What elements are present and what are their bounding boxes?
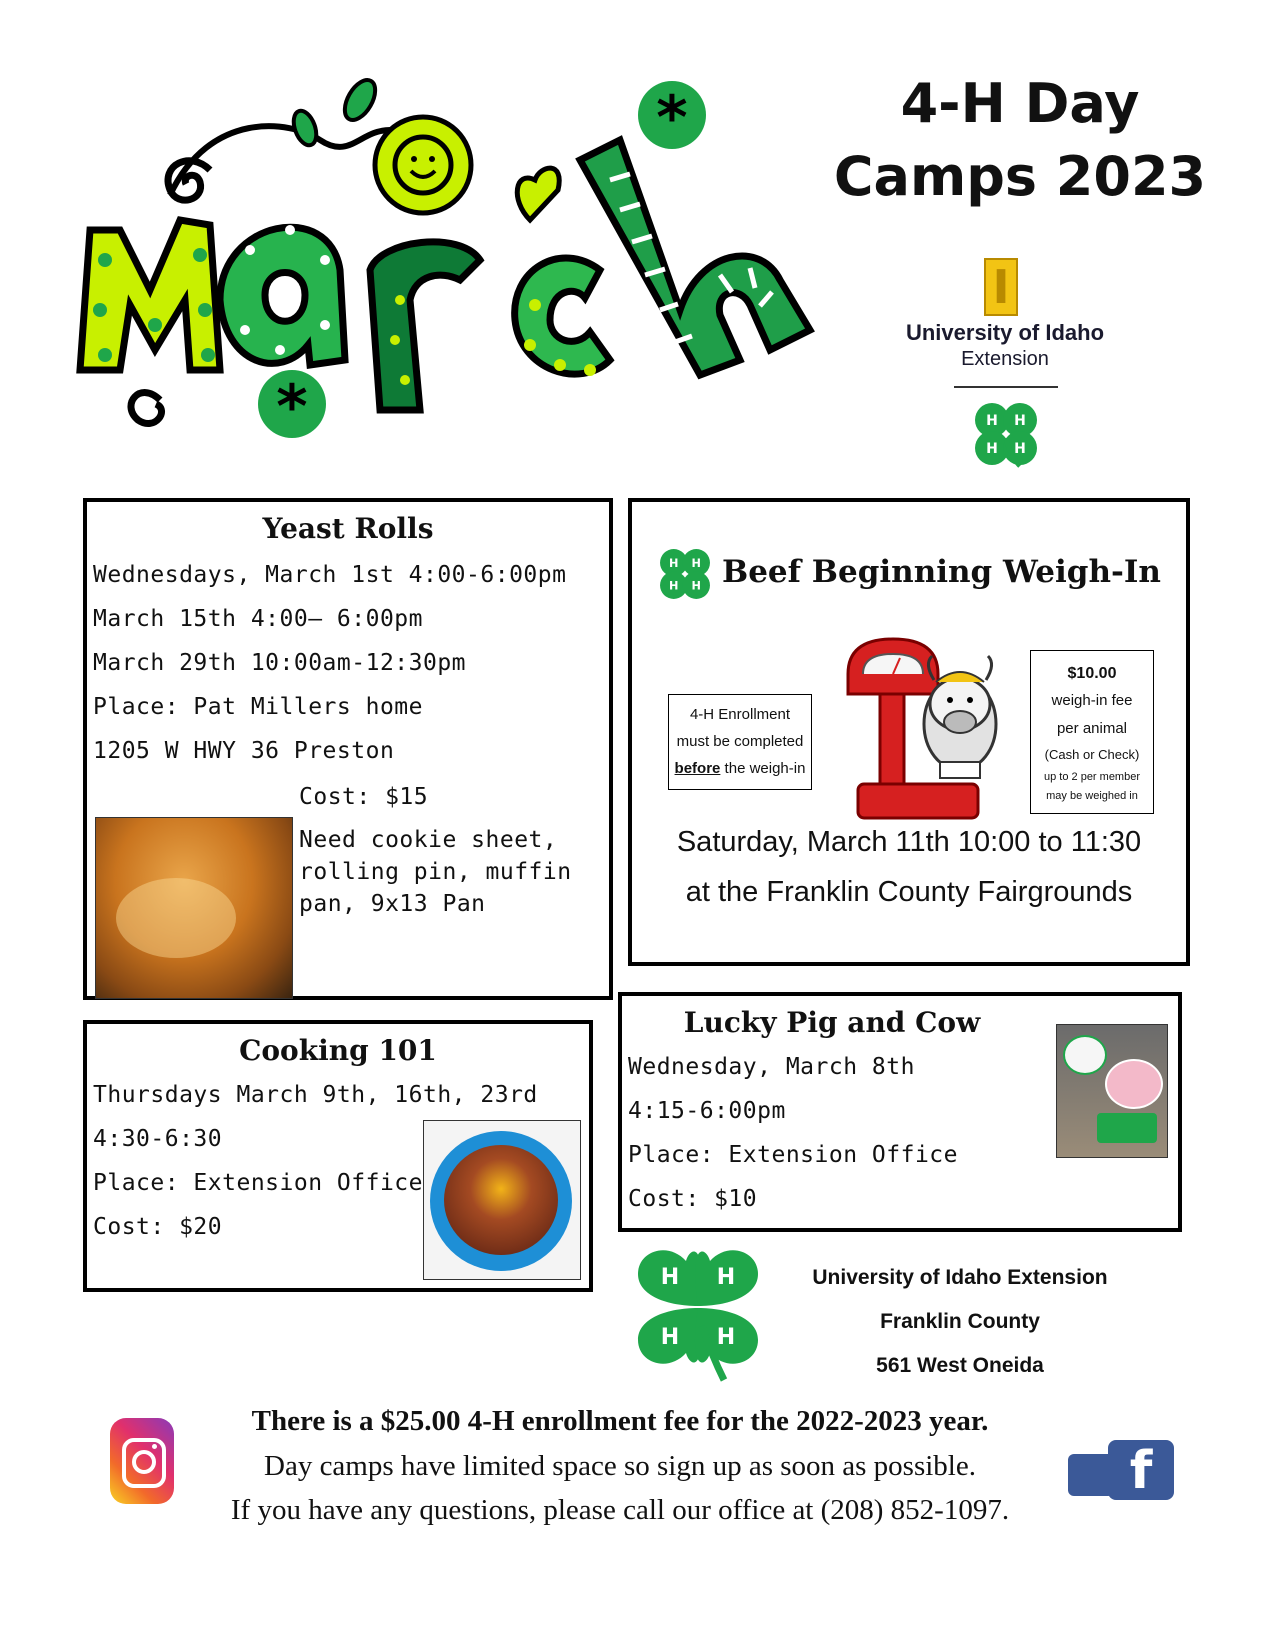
space-notice: Day camps have limited space so sign up as soon as possible. <box>264 1450 976 1482</box>
svg-text:H: H <box>986 413 998 429</box>
instagram-icon[interactable] <box>110 1418 174 1504</box>
lucky-line: Cost: $10 <box>628 1186 758 1212</box>
yeast-rolls-title: Yeast Rolls <box>262 512 434 545</box>
svg-text:H: H <box>691 556 701 570</box>
university-name: University of Idaho <box>905 320 1105 345</box>
beef-title: Beef Beginning Weigh-In <box>722 554 1161 590</box>
fee-note <box>1030 650 1154 814</box>
lucky-line: Place: Extension Office <box>628 1142 958 1168</box>
page-title-line1: 4-H Day <box>900 72 1140 135</box>
yeast-rolls-line: Place: Pat Millers home <box>93 694 423 720</box>
cooking-line: Thursdays March 9th, 16th, 23rd <box>93 1082 538 1108</box>
fee-line: (Cash or Check) <box>1044 747 1140 762</box>
lucky-pig-cow-photo <box>1056 1024 1168 1158</box>
beef-weigh-in-card <box>628 498 1190 966</box>
march-title-art <box>60 70 860 470</box>
logo-divider <box>954 386 1058 388</box>
cooking-101-title: Cooking 101 <box>239 1034 437 1067</box>
svg-text:H: H <box>986 441 998 457</box>
fee-line: per animal <box>1056 720 1128 737</box>
enrollment-note <box>668 694 812 790</box>
svg-text:H: H <box>669 579 679 593</box>
lucky-line: Wednesday, March 8th <box>628 1054 915 1080</box>
address-line3: 561 West Oneida <box>876 1354 1044 1377</box>
fee-amount: $10.00 <box>1067 665 1117 682</box>
chili <box>444 1145 558 1255</box>
leprechaun-hat <box>1097 1113 1157 1143</box>
fee-line: up to 2 per member <box>1044 771 1140 783</box>
yeast-rolls-card <box>83 498 613 1000</box>
fee-line: weigh-in fee <box>1051 692 1133 709</box>
yeast-rolls-line: Wednesdays, March 1st 4:00-6:00pm <box>93 562 567 588</box>
cooking-line: 4:30-6:30 <box>93 1126 223 1152</box>
yeast-rolls-line: March 15th 4:00– 6:00pm <box>93 606 423 632</box>
beef-place: at the Franklin County Fairgrounds <box>685 876 1133 908</box>
lucky-title: Lucky Pig and Cow <box>683 1006 981 1039</box>
university-logo <box>880 258 1140 488</box>
svg-text:*: * <box>276 372 308 442</box>
facebook-like-icon[interactable] <box>1068 1440 1178 1502</box>
beef-date: Saturday, March 11th 10:00 to 11:30 <box>676 826 1142 858</box>
address-line1: University of Idaho Extension <box>812 1266 1108 1289</box>
lucky-line: 4:15-6:00pm <box>628 1098 786 1124</box>
instagram-lens <box>132 1450 156 1474</box>
address-line2: Franklin County <box>880 1310 1040 1333</box>
enroll-note-line: 4-H Enrollment <box>689 706 791 723</box>
svg-text:H: H <box>691 579 701 593</box>
svg-text:H: H <box>660 1325 680 1350</box>
yeast-rolls-line: 1205 W HWY 36 Preston <box>93 738 395 764</box>
yeast-rolls-supplies: Need cookie sheet, rolling pin, muffin pan, 9x13 Pan <box>299 827 572 917</box>
clover-icon <box>970 398 1042 470</box>
chili-bowl-photo <box>423 1120 581 1280</box>
yeast-rolls-photo <box>95 817 293 999</box>
yeast-rolls-cost: Cost: $15 <box>299 784 429 810</box>
enroll-note-line <box>669 755 811 782</box>
enroll-note-before: before <box>674 760 721 777</box>
enrollment-fee-notice: There is a $25.00 4-H enrollment fee for the 2022-2023 year. <box>251 1405 989 1437</box>
svg-text:*: * <box>656 83 688 153</box>
clover-icon <box>656 542 714 606</box>
svg-text:H: H <box>716 1325 736 1350</box>
svg-text:H: H <box>1014 413 1026 429</box>
cooking-line: Cost: $20 <box>93 1214 223 1240</box>
cooking-line: Place: Extension Office <box>93 1170 423 1196</box>
instagram-dot <box>152 1444 157 1449</box>
roll-highlight <box>116 878 236 958</box>
page-title-line2: Camps 2023 <box>833 145 1207 208</box>
svg-text:H: H <box>669 556 679 570</box>
cow-figure <box>1063 1035 1107 1075</box>
enroll-note-rest: the weigh-in <box>720 760 806 777</box>
lucky-pig-cow-card <box>618 992 1182 1232</box>
clover-icon <box>628 1236 768 1382</box>
pig-figure <box>1105 1059 1163 1109</box>
contact-notice: If you have any questions, please call our office at (208) 852-1097. <box>230 1494 1010 1526</box>
facebook-f-icon: f <box>1108 1440 1174 1500</box>
svg-text:H: H <box>660 1265 680 1290</box>
idaho-i-logo: I <box>984 258 1018 316</box>
cooking-101-card <box>83 1020 593 1292</box>
university-sub: Extension <box>961 348 1049 370</box>
svg-text:H: H <box>716 1265 736 1290</box>
scale-cow-illustration <box>828 634 1018 834</box>
fee-line: may be weighed in <box>1046 790 1138 802</box>
enroll-note-line: must be completed <box>676 733 804 750</box>
yeast-rolls-line: March 29th 10:00am-12:30pm <box>93 650 467 676</box>
svg-text:H: H <box>1014 441 1026 457</box>
